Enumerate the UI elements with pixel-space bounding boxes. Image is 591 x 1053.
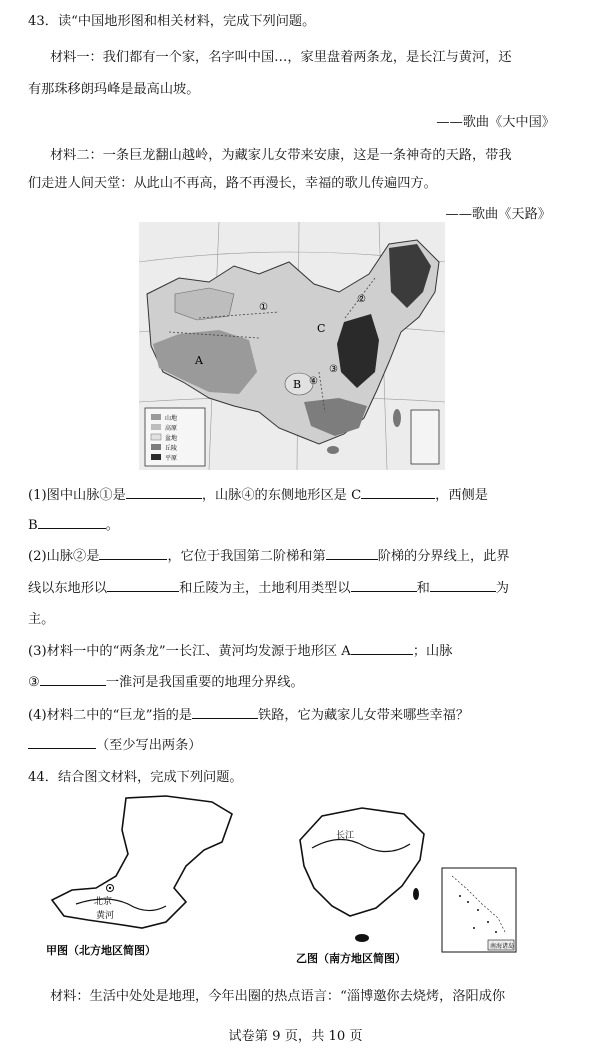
- south-inset-label: 南海诸岛: [490, 943, 515, 950]
- page-footer: 试卷第 9 页，共 10 页: [228, 1029, 363, 1044]
- legend-plateau: 高原: [165, 425, 178, 432]
- label-mountain-1: ①: [259, 302, 268, 313]
- label-mountain-3: ③: [329, 364, 338, 375]
- material-1-line-2: 有那珠移朗玛峰是最高山坡。: [28, 82, 200, 97]
- q44-stem: 44．结合图文材料，完成下列问题。: [28, 770, 243, 785]
- q43-p3-line-1: (3)材料一中的“两条龙”一长江、黄河均发源于地形区 A ；山脉: [28, 644, 453, 659]
- south-region-map: [292, 804, 538, 972]
- q43-p2-line-1: (2)山脉②是 ，它位于我国第二阶梯和第 阶梯的分界线上，此界: [28, 549, 510, 564]
- legend-hill: 丘陵: [165, 445, 178, 452]
- material-2-source: ——歌曲《天路》: [445, 207, 551, 222]
- label-mountain-2: ②: [357, 294, 366, 305]
- q43-p3-line-2: ③ 一淮河是我国重要的地理分界线。: [28, 675, 304, 690]
- answer-blank-6[interactable]: [107, 579, 179, 592]
- legend-plain: 平原: [165, 455, 178, 462]
- north-beijing-label: 北京: [94, 897, 113, 907]
- material-2-line-1: 材料二：一条巨龙翻山越岭，为藏家儿女带来安康，这是一条神奇的天路，带我: [50, 148, 512, 163]
- china-terrain-map: [139, 222, 445, 470]
- q43-p4-line-1: (4)材料二中的“巨龙”指的是 铁路，它为藏家儿女带来哪些幸福？: [28, 708, 470, 723]
- answer-blank-7[interactable]: [351, 579, 417, 592]
- north-region-map: [36, 792, 254, 962]
- south-caption: 乙图（南方地区简图）: [296, 952, 406, 965]
- answer-blank-10[interactable]: [40, 673, 106, 686]
- material-2-line-2: 们走进人间天堂：从此山不再高，路不再漫长，幸福的歌儿传遍四方。: [28, 176, 437, 191]
- label-b: B: [293, 378, 302, 391]
- answer-blank-5[interactable]: [326, 547, 378, 560]
- q43-p1-line-1: (1)图中山脉①是 ，山脉④的东侧地形区是 C ，西侧是: [28, 488, 488, 503]
- label-a: A: [195, 354, 203, 367]
- q43-p2-line-2: 线以东地形以 和丘陵为主，土地利用类型以 和 为: [28, 581, 509, 596]
- answer-blank-12[interactable]: [28, 736, 96, 749]
- south-yangtze-label: 长江: [336, 831, 355, 841]
- legend-basin: 盆地: [165, 435, 178, 442]
- north-yellow-river-label: 黄河: [96, 911, 115, 921]
- north-caption: 甲图（北方地区简图）: [46, 944, 156, 957]
- label-mountain-4: ④: [309, 376, 318, 387]
- material-1-line-1: 材料一：我们都有一个家，名字叫中国…，家里盘着两条龙，是长江与黄河，还: [50, 50, 512, 65]
- answer-blank-2[interactable]: [361, 486, 435, 499]
- legend-mountain: 山地: [165, 415, 178, 422]
- answer-blank-3[interactable]: [38, 516, 106, 529]
- q43-p2-line-3: 主。: [28, 612, 55, 627]
- q43-p4-line-2: （至少写出两条）: [28, 734, 202, 753]
- answer-blank-4[interactable]: [99, 547, 167, 560]
- q43-stem: 43．读“中国地形图和相关材料，完成下列问题。: [28, 14, 316, 29]
- answer-blank-8[interactable]: [430, 579, 496, 592]
- material-1-source: ——歌曲《大中国》: [436, 115, 555, 130]
- answer-blank-9[interactable]: [351, 642, 413, 655]
- q43-p1-line-2: B 。: [28, 518, 119, 533]
- q44-material: 材料：生活中处处是地理，今年出圈的热点语言：“淄博邀你去烧烤，洛阳成你: [50, 989, 506, 1004]
- label-c: C: [317, 322, 326, 335]
- answer-blank-11[interactable]: [192, 706, 258, 719]
- answer-blank-1[interactable]: [126, 486, 202, 499]
